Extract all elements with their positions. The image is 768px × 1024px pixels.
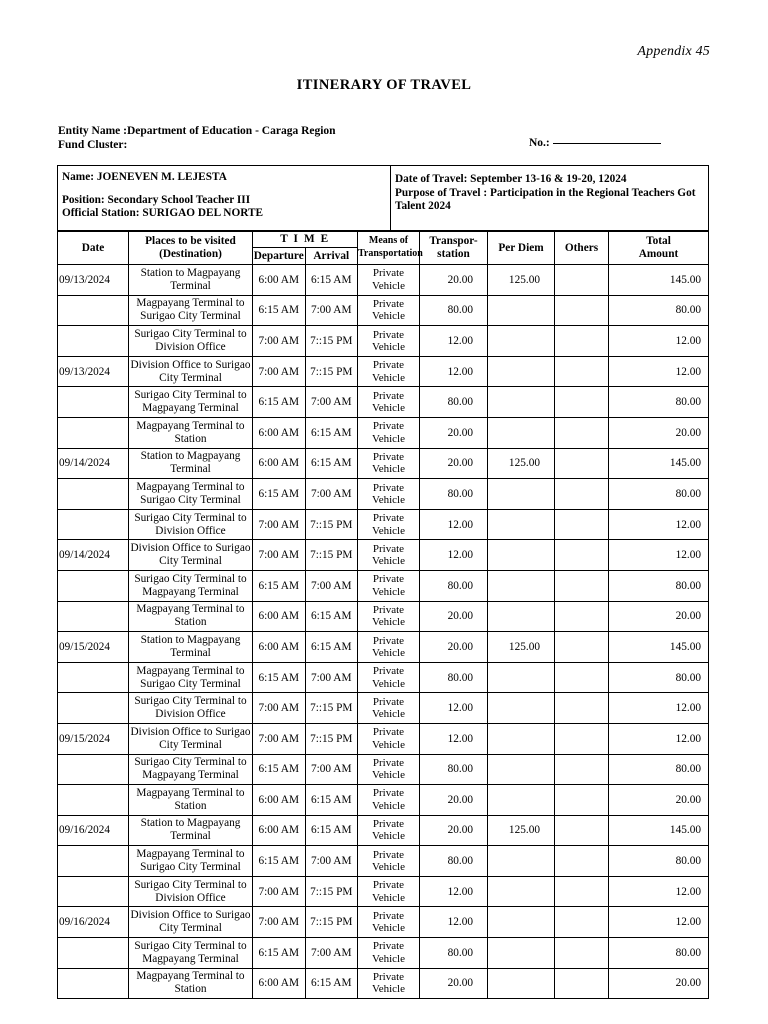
- cell-per-diem: [488, 479, 555, 510]
- cell-means-of-transportation: Private Vehicle: [358, 540, 420, 571]
- cell-departure: 6:15 AM: [253, 295, 306, 326]
- table-row: [58, 540, 709, 571]
- cell-total-amount: 80.00: [609, 570, 709, 601]
- column-header-departure: Departure: [253, 248, 306, 265]
- cell-transportation: 80.00: [420, 479, 488, 510]
- cell-date: 09/16/2024: [58, 815, 129, 846]
- cell-place: Surigao City Terminal to Magpayang Terminal: [129, 938, 253, 969]
- cell-others: [555, 754, 609, 785]
- cell-date: [58, 509, 129, 540]
- cell-date: 09/15/2024: [58, 723, 129, 754]
- cell-others: [555, 601, 609, 632]
- cell-per-diem: 125.00: [488, 448, 555, 479]
- cell-date: 09/14/2024: [58, 448, 129, 479]
- cell-per-diem: [488, 326, 555, 357]
- no-blank-line: [553, 143, 661, 144]
- cell-transportation: 80.00: [420, 938, 488, 969]
- cell-per-diem: [488, 662, 555, 693]
- cell-total-amount: 12.00: [609, 907, 709, 938]
- date-of-travel: Date of Travel: September 13-16 & 19-20, 12024: [395, 173, 627, 185]
- appendix-label: Appendix 45: [637, 44, 710, 59]
- cell-place: Surigao City Terminal to Division Office: [129, 876, 253, 907]
- cell-arrival: 7:00 AM: [305, 846, 358, 877]
- table-row: [58, 723, 709, 754]
- cell-means-of-transportation: Private Vehicle: [358, 570, 420, 601]
- column-header-places: [129, 232, 253, 265]
- table-row: [58, 876, 709, 907]
- cell-means-of-transportation: Private Vehicle: [358, 907, 420, 938]
- cell-total-amount: 145.00: [609, 265, 709, 296]
- cell-date: [58, 968, 129, 999]
- cell-total-amount: 12.00: [609, 509, 709, 540]
- table-row: [58, 509, 709, 540]
- cell-transportation: 80.00: [420, 570, 488, 601]
- cell-transportation: 12.00: [420, 540, 488, 571]
- table-row: [58, 417, 709, 448]
- table-header: [58, 232, 709, 265]
- cell-total-amount: 12.00: [609, 723, 709, 754]
- cell-date: [58, 754, 129, 785]
- cell-transportation: 20.00: [420, 632, 488, 663]
- cell-per-diem: [488, 509, 555, 540]
- cell-per-diem: [488, 723, 555, 754]
- cell-others: [555, 326, 609, 357]
- cell-date: [58, 417, 129, 448]
- cell-per-diem: [488, 417, 555, 448]
- cell-transportation: 12.00: [420, 326, 488, 357]
- cell-per-diem: [488, 601, 555, 632]
- cell-per-diem: 125.00: [488, 632, 555, 663]
- cell-means-of-transportation: Private Vehicle: [358, 632, 420, 663]
- cell-place: Magpayang Terminal to Surigao City Terminal: [129, 295, 253, 326]
- cell-date: [58, 295, 129, 326]
- cell-total-amount: 80.00: [609, 387, 709, 418]
- column-header-total-line1: Total: [646, 235, 671, 248]
- cell-total-amount: 145.00: [609, 632, 709, 663]
- cell-per-diem: [488, 540, 555, 571]
- cell-date: [58, 387, 129, 418]
- cell-place: Surigao City Terminal to Division Office: [129, 326, 253, 357]
- cell-transportation: 80.00: [420, 754, 488, 785]
- table-row: [58, 785, 709, 816]
- cell-date: 09/15/2024: [58, 632, 129, 663]
- cell-departure: 7:00 AM: [253, 356, 306, 387]
- cell-total-amount: 80.00: [609, 938, 709, 969]
- cell-means-of-transportation: Private Vehicle: [358, 601, 420, 632]
- cell-place: Magpayang Terminal to Station: [129, 601, 253, 632]
- cell-place: Surigao City Terminal to Division Office: [129, 693, 253, 724]
- cell-date: 09/16/2024: [58, 907, 129, 938]
- cell-per-diem: [488, 876, 555, 907]
- traveler-position: Position: Secondary School Teacher III: [62, 193, 251, 206]
- column-header-means-line1: Means of: [368, 235, 409, 247]
- cell-total-amount: 80.00: [609, 662, 709, 693]
- cell-departure: 6:00 AM: [253, 815, 306, 846]
- cell-date: [58, 479, 129, 510]
- cell-per-diem: [488, 968, 555, 999]
- cell-others: [555, 846, 609, 877]
- cell-departure: 7:00 AM: [253, 540, 306, 571]
- cell-means-of-transportation: Private Vehicle: [358, 509, 420, 540]
- cell-place: Magpayang Terminal to Station: [129, 417, 253, 448]
- cell-total-amount: 145.00: [609, 448, 709, 479]
- cell-others: [555, 876, 609, 907]
- traveler-name: Name: JOENEVEN M. LEJESTA: [62, 171, 227, 183]
- cell-means-of-transportation: Private Vehicle: [358, 295, 420, 326]
- cell-means-of-transportation: Private Vehicle: [358, 662, 420, 693]
- table-row: [58, 846, 709, 877]
- cell-departure: 6:00 AM: [253, 968, 306, 999]
- cell-arrival: 7:00 AM: [305, 938, 358, 969]
- cell-arrival: 6:15 AM: [305, 265, 358, 296]
- column-header-date: Date: [58, 232, 129, 265]
- table-row: [58, 448, 709, 479]
- cell-others: [555, 938, 609, 969]
- cell-means-of-transportation: Private Vehicle: [358, 785, 420, 816]
- cell-per-diem: [488, 938, 555, 969]
- cell-others: [555, 479, 609, 510]
- cell-departure: 6:15 AM: [253, 938, 306, 969]
- table-row: [58, 968, 709, 999]
- cell-transportation: 80.00: [420, 662, 488, 693]
- cell-departure: 7:00 AM: [253, 907, 306, 938]
- cell-departure: 6:15 AM: [253, 387, 306, 418]
- cell-departure: 6:00 AM: [253, 632, 306, 663]
- column-header-means: [358, 232, 423, 265]
- cell-others: [555, 265, 609, 296]
- column-header-total-amount: [609, 232, 709, 265]
- cell-total-amount: 12.00: [609, 693, 709, 724]
- cell-place: Division Office to Surigao City Terminal: [129, 356, 253, 387]
- cell-place: Magpayang Terminal to Surigao City Terminal: [129, 479, 253, 510]
- cell-others: [555, 723, 609, 754]
- cell-others: [555, 693, 609, 724]
- cell-others: [555, 907, 609, 938]
- table-row: [58, 479, 709, 510]
- column-header-places-line1: Places to be visited: [145, 235, 236, 248]
- cell-place: Station to Magpayang Terminal: [129, 448, 253, 479]
- cell-others: [555, 968, 609, 999]
- table-row: [58, 815, 709, 846]
- cell-date: 09/13/2024: [58, 356, 129, 387]
- cell-arrival: 7:00 AM: [305, 479, 358, 510]
- purpose-of-travel: Purpose of Travel : Participation in the Regional Teachers Got Talent 2024: [395, 186, 696, 213]
- column-header-means-line2: Transportation: [358, 248, 423, 259]
- cell-departure: 6:15 AM: [253, 570, 306, 601]
- itinerary-table: [57, 231, 709, 999]
- cell-total-amount: 20.00: [609, 417, 709, 448]
- table-row: [58, 693, 709, 724]
- cell-means-of-transportation: Private Vehicle: [358, 326, 420, 357]
- cell-means-of-transportation: Private Vehicle: [358, 846, 420, 877]
- cell-departure: 7:00 AM: [253, 876, 306, 907]
- cell-means-of-transportation: Private Vehicle: [358, 479, 420, 510]
- cell-per-diem: [488, 693, 555, 724]
- cell-date: [58, 938, 129, 969]
- cell-arrival: 6:15 AM: [305, 785, 358, 816]
- cell-transportation: 12.00: [420, 509, 488, 540]
- cell-means-of-transportation: Private Vehicle: [358, 815, 420, 846]
- fund-cluster: Fund Cluster:: [58, 139, 128, 151]
- cell-departure: 7:00 AM: [253, 693, 306, 724]
- cell-date: [58, 570, 129, 601]
- column-header-places-line2: (Destination): [159, 248, 222, 260]
- cell-departure: 6:15 AM: [253, 479, 306, 510]
- cell-departure: 6:00 AM: [253, 265, 306, 296]
- cell-date: [58, 693, 129, 724]
- cell-departure: 6:15 AM: [253, 662, 306, 693]
- cell-date: 09/13/2024: [58, 265, 129, 296]
- cell-date: [58, 601, 129, 632]
- cell-means-of-transportation: Private Vehicle: [358, 876, 420, 907]
- table-row: [58, 326, 709, 357]
- cell-date: [58, 662, 129, 693]
- cell-transportation: 12.00: [420, 876, 488, 907]
- cell-per-diem: [488, 356, 555, 387]
- cell-per-diem: [488, 754, 555, 785]
- cell-transportation: 12.00: [420, 356, 488, 387]
- cell-departure: 6:00 AM: [253, 448, 306, 479]
- cell-departure: 6:00 AM: [253, 785, 306, 816]
- cell-total-amount: 80.00: [609, 295, 709, 326]
- cell-transportation: 12.00: [420, 907, 488, 938]
- cell-transportation: 80.00: [420, 387, 488, 418]
- cell-place: Surigao City Terminal to Magpayang Terminal: [129, 570, 253, 601]
- table-row: [58, 907, 709, 938]
- cell-means-of-transportation: Private Vehicle: [358, 417, 420, 448]
- cell-place: Surigao City Terminal to Division Office: [129, 509, 253, 540]
- traveler-info-box: [57, 165, 709, 231]
- cell-means-of-transportation: Private Vehicle: [358, 693, 420, 724]
- cell-arrival: 6:15 AM: [305, 968, 358, 999]
- cell-arrival: 7::15 PM: [305, 540, 358, 571]
- cell-others: [555, 509, 609, 540]
- page-title: ITINERARY OF TRAVEL: [296, 77, 472, 93]
- table-row: [58, 601, 709, 632]
- cell-others: [555, 632, 609, 663]
- cell-place: Surigao City Terminal to Magpayang Terminal: [129, 387, 253, 418]
- cell-total-amount: 12.00: [609, 540, 709, 571]
- table-header-row-1: [58, 232, 709, 248]
- cell-transportation: 20.00: [420, 815, 488, 846]
- cell-arrival: 7::15 PM: [305, 693, 358, 724]
- column-header-transpo-line2: station: [437, 248, 470, 260]
- column-header-transportation: [420, 232, 488, 265]
- cell-total-amount: 12.00: [609, 876, 709, 907]
- entity-name: Entity Name :Department of Education - Caraga Region: [58, 125, 336, 137]
- cell-transportation: 20.00: [420, 785, 488, 816]
- cell-date: 09/14/2024: [58, 540, 129, 571]
- cell-place: Division Office to Surigao City Terminal: [129, 540, 253, 571]
- cell-means-of-transportation: Private Vehicle: [358, 448, 420, 479]
- cell-total-amount: 12.00: [609, 326, 709, 357]
- cell-total-amount: 80.00: [609, 754, 709, 785]
- table-row: [58, 938, 709, 969]
- cell-total-amount: 80.00: [609, 479, 709, 510]
- cell-arrival: 6:15 AM: [305, 632, 358, 663]
- cell-total-amount: 12.00: [609, 356, 709, 387]
- cell-means-of-transportation: Private Vehicle: [358, 723, 420, 754]
- cell-others: [555, 417, 609, 448]
- cell-departure: 6:00 AM: [253, 601, 306, 632]
- cell-place: Surigao City Terminal to Magpayang Terminal: [129, 754, 253, 785]
- cell-transportation: 12.00: [420, 693, 488, 724]
- cell-departure: 6:15 AM: [253, 754, 306, 785]
- cell-per-diem: [488, 387, 555, 418]
- document-number-field: [529, 137, 661, 149]
- cell-arrival: 7:00 AM: [305, 754, 358, 785]
- cell-per-diem: 125.00: [488, 265, 555, 296]
- cell-transportation: 20.00: [420, 265, 488, 296]
- cell-departure: 7:00 AM: [253, 723, 306, 754]
- cell-per-diem: [488, 570, 555, 601]
- cell-per-diem: [488, 846, 555, 877]
- cell-arrival: 7:00 AM: [305, 295, 358, 326]
- cell-place: Magpayang Terminal to Station: [129, 785, 253, 816]
- cell-means-of-transportation: Private Vehicle: [358, 356, 420, 387]
- cell-transportation: 12.00: [420, 723, 488, 754]
- no-label: No.:: [529, 137, 550, 149]
- cell-per-diem: [488, 785, 555, 816]
- column-header-per-diem: Per Diem: [488, 232, 555, 265]
- cell-means-of-transportation: Private Vehicle: [358, 754, 420, 785]
- cell-others: [555, 448, 609, 479]
- traveler-info-right: [391, 166, 708, 230]
- cell-place: Magpayang Terminal to Surigao City Terminal: [129, 846, 253, 877]
- cell-date: [58, 326, 129, 357]
- cell-place: Magpayang Terminal to Station: [129, 968, 253, 999]
- table-row: [58, 387, 709, 418]
- cell-date: [58, 846, 129, 877]
- cell-arrival: 7:00 AM: [305, 662, 358, 693]
- cell-arrival: 7::15 PM: [305, 509, 358, 540]
- cell-total-amount: 20.00: [609, 785, 709, 816]
- cell-total-amount: 145.00: [609, 815, 709, 846]
- cell-means-of-transportation: Private Vehicle: [358, 968, 420, 999]
- cell-others: [555, 662, 609, 693]
- cell-place: Division Office to Surigao City Terminal: [129, 723, 253, 754]
- cell-transportation: 20.00: [420, 448, 488, 479]
- cell-others: [555, 570, 609, 601]
- cell-per-diem: 125.00: [488, 815, 555, 846]
- table-row: [58, 632, 709, 663]
- cell-place: Station to Magpayang Terminal: [129, 265, 253, 296]
- cell-total-amount: 20.00: [609, 601, 709, 632]
- table-row: [58, 754, 709, 785]
- cell-means-of-transportation: Private Vehicle: [358, 387, 420, 418]
- cell-arrival: 7::15 PM: [305, 876, 358, 907]
- cell-date: [58, 785, 129, 816]
- cell-per-diem: [488, 907, 555, 938]
- cell-date: [58, 876, 129, 907]
- cell-arrival: 6:15 AM: [305, 815, 358, 846]
- table-row: [58, 295, 709, 326]
- cell-place: Magpayang Terminal to Surigao City Terminal: [129, 662, 253, 693]
- column-header-others: Others: [555, 232, 609, 265]
- cell-departure: 6:15 AM: [253, 846, 306, 877]
- cell-arrival: 6:15 AM: [305, 417, 358, 448]
- cell-total-amount: 80.00: [609, 846, 709, 877]
- cell-transportation: 20.00: [420, 417, 488, 448]
- cell-arrival: 6:15 AM: [305, 448, 358, 479]
- column-header-total-line2: Amount: [638, 248, 679, 260]
- table-row: [58, 356, 709, 387]
- table-body: [58, 265, 709, 999]
- cell-departure: 7:00 AM: [253, 509, 306, 540]
- cell-arrival: 7:00 AM: [305, 570, 358, 601]
- cell-place: Station to Magpayang Terminal: [129, 632, 253, 663]
- column-header-arrival: Arrival: [305, 248, 358, 265]
- entity-block: [58, 124, 336, 152]
- table-row: [58, 662, 709, 693]
- cell-others: [555, 540, 609, 571]
- cell-departure: 7:00 AM: [253, 326, 306, 357]
- cell-means-of-transportation: Private Vehicle: [358, 265, 420, 296]
- table-row: [58, 570, 709, 601]
- cell-departure: 6:00 AM: [253, 417, 306, 448]
- cell-others: [555, 356, 609, 387]
- cell-others: [555, 295, 609, 326]
- column-header-time: T I M E: [253, 232, 358, 248]
- cell-arrival: 7::15 PM: [305, 326, 358, 357]
- cell-arrival: 7::15 PM: [305, 356, 358, 387]
- cell-per-diem: [488, 295, 555, 326]
- cell-others: [555, 387, 609, 418]
- cell-place: Station to Magpayang Terminal: [129, 815, 253, 846]
- traveler-official-station: Official Station: SURIGAO DEL NORTE: [62, 207, 264, 220]
- cell-means-of-transportation: Private Vehicle: [358, 938, 420, 969]
- cell-place: Division Office to Surigao City Terminal: [129, 907, 253, 938]
- cell-arrival: 7::15 PM: [305, 907, 358, 938]
- table-row: [58, 265, 709, 296]
- cell-transportation: 80.00: [420, 846, 488, 877]
- cell-total-amount: 20.00: [609, 968, 709, 999]
- traveler-info-left: [58, 166, 391, 230]
- cell-others: [555, 815, 609, 846]
- cell-arrival: 7::15 PM: [305, 723, 358, 754]
- cell-transportation: 20.00: [420, 968, 488, 999]
- cell-arrival: 6:15 AM: [305, 601, 358, 632]
- cell-transportation: 20.00: [420, 601, 488, 632]
- cell-transportation: 80.00: [420, 295, 488, 326]
- cell-others: [555, 785, 609, 816]
- cell-arrival: 7:00 AM: [305, 387, 358, 418]
- column-header-transpo-line1: Transpor-: [429, 235, 478, 248]
